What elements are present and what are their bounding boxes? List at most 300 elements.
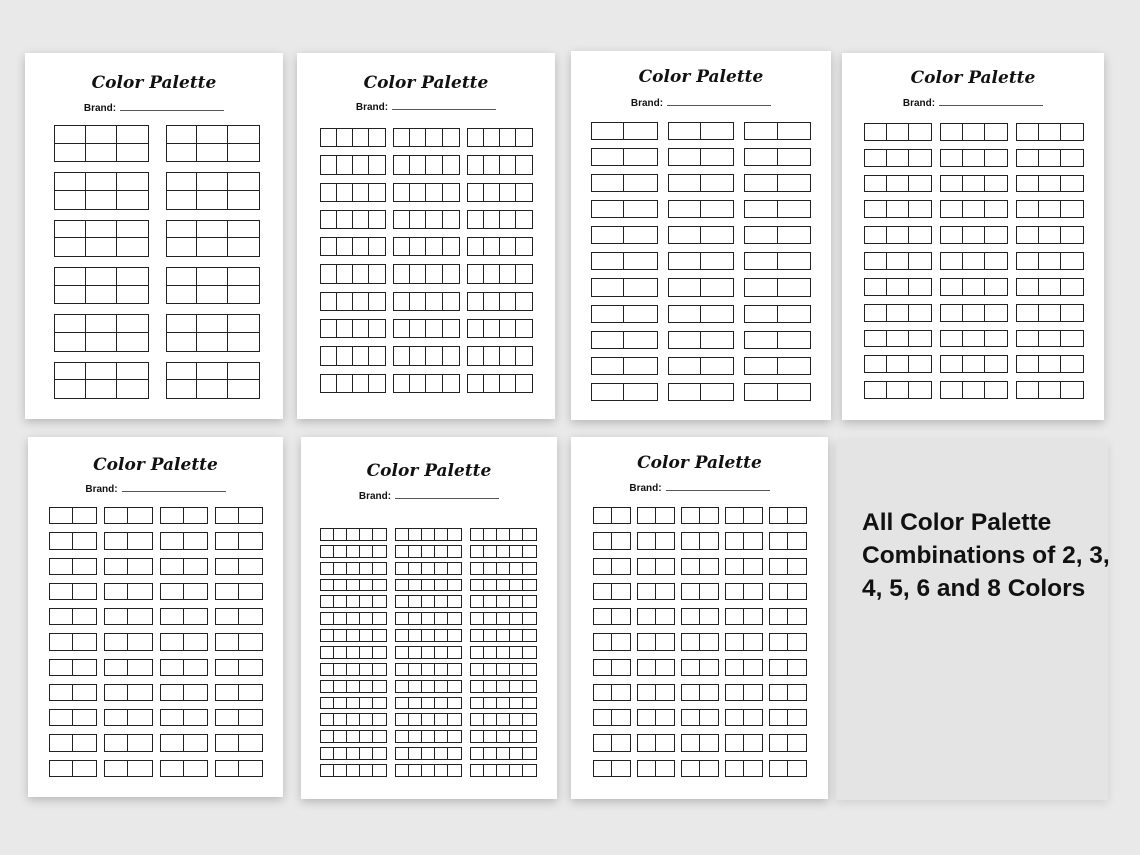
color-cell [700, 660, 718, 675]
color-cell [516, 184, 532, 201]
color-cell [337, 238, 353, 255]
color-cell [909, 382, 931, 398]
color-cell [523, 596, 536, 607]
color-cell [394, 129, 410, 146]
color-cell [726, 508, 744, 523]
color-cell [117, 126, 148, 144]
palette-swatch-row [591, 331, 658, 349]
palette-swatch-row [681, 659, 719, 676]
color-cell [422, 748, 435, 759]
color-cell [117, 363, 148, 381]
color-cell [184, 559, 207, 574]
color-cell [396, 613, 409, 624]
color-cell [422, 596, 435, 607]
palette-swatch-row [54, 172, 149, 209]
color-cell [337, 184, 353, 201]
color-cell [484, 320, 500, 337]
color-cell [484, 630, 497, 641]
palette-swatch-row [320, 663, 387, 676]
palette-swatch-row [725, 633, 763, 650]
color-cell [50, 685, 73, 700]
color-cell [228, 363, 259, 381]
color-cell [321, 156, 337, 173]
color-cell [745, 149, 777, 165]
color-cell [500, 320, 516, 337]
color-cell [128, 710, 151, 725]
color-cell [167, 191, 198, 209]
color-cell [184, 609, 207, 624]
palette-swatch-row [215, 760, 263, 777]
palette-swatch-row [49, 507, 97, 524]
palette-swatch-row [725, 734, 763, 751]
color-cell [394, 238, 410, 255]
brand-label: Brand: [902, 98, 936, 109]
color-cell [197, 144, 228, 162]
color-cell [624, 175, 656, 191]
color-cell [701, 149, 733, 165]
palette-swatch-row [864, 304, 932, 322]
color-cell [770, 685, 788, 700]
palette-swatch-row [470, 646, 537, 659]
color-cell [197, 315, 228, 333]
palette-swatch-row [591, 383, 658, 401]
color-cell [484, 546, 497, 557]
color-cell [228, 173, 259, 191]
color-cell [1017, 227, 1039, 243]
color-cell [865, 201, 887, 217]
palette-swatch-row [1016, 355, 1084, 373]
color-cell [745, 332, 777, 348]
color-cell [778, 149, 810, 165]
color-cell [594, 559, 612, 574]
color-cell [422, 580, 435, 591]
palette-swatch-row [1016, 304, 1084, 322]
color-cell [321, 265, 337, 282]
color-cell [117, 268, 148, 286]
color-cell [592, 149, 624, 165]
color-cell [321, 664, 334, 675]
color-cell [669, 358, 701, 374]
palette-swatch-row [940, 200, 1008, 218]
brand-field [301, 490, 557, 502]
color-cell [1039, 253, 1061, 269]
palette-swatch-row [637, 507, 675, 524]
color-cell [228, 333, 259, 351]
color-cell [656, 533, 674, 548]
color-cell [941, 201, 963, 217]
color-cell [745, 227, 777, 243]
color-cell [484, 211, 500, 228]
color-cell [744, 609, 762, 624]
palette-swatch-row [593, 709, 631, 726]
color-cell [744, 634, 762, 649]
palette-swatch-row [320, 210, 386, 229]
color-cell [941, 176, 963, 192]
color-cell [334, 529, 347, 540]
color-cell [373, 714, 386, 725]
color-cell [373, 596, 386, 607]
color-cell [1039, 176, 1061, 192]
color-cell [500, 156, 516, 173]
color-cell [523, 681, 536, 692]
color-cell [239, 660, 262, 675]
color-cell [347, 714, 360, 725]
color-cell [963, 176, 985, 192]
color-cell [321, 630, 334, 641]
color-cell [1039, 279, 1061, 295]
color-cell [409, 613, 422, 624]
palette-swatch-row [470, 713, 537, 726]
color-cell [347, 731, 360, 742]
color-cell [409, 664, 422, 675]
color-cell [128, 584, 151, 599]
color-cell [448, 546, 461, 557]
color-cell [1039, 124, 1061, 140]
palette-swatch-row [320, 680, 387, 693]
color-cell [726, 710, 744, 725]
palette-swatch-row [744, 148, 811, 166]
color-cell [360, 630, 373, 641]
color-cell [369, 265, 385, 282]
color-cell [788, 584, 806, 599]
palette-swatch-row [681, 734, 719, 751]
palette-swatch-row [593, 633, 631, 650]
color-cell [443, 347, 459, 364]
palette-swatch-row [940, 330, 1008, 348]
palette-swatch-row [160, 558, 208, 575]
color-cell [484, 748, 497, 759]
color-cell [985, 305, 1007, 321]
color-cell [700, 508, 718, 523]
palette-swatch-row [769, 734, 807, 751]
color-cell [592, 384, 624, 400]
color-cell [887, 227, 909, 243]
color-cell [682, 584, 700, 599]
color-cell [448, 714, 461, 725]
palette-swatch-row [637, 684, 675, 701]
color-cell [484, 765, 497, 776]
color-cell [497, 546, 510, 557]
color-cell [985, 227, 1007, 243]
color-cell [516, 211, 532, 228]
color-cell [184, 584, 207, 599]
color-cell [86, 333, 117, 351]
palette-swatch-row [215, 633, 263, 650]
color-cell [334, 664, 347, 675]
color-cell [369, 293, 385, 310]
color-cell [1017, 150, 1039, 166]
color-cell [682, 508, 700, 523]
color-cell [745, 358, 777, 374]
palette-swatch-row [1016, 175, 1084, 193]
color-cell [373, 748, 386, 759]
color-cell [369, 238, 385, 255]
color-cell [500, 265, 516, 282]
color-cell [778, 253, 810, 269]
palette-swatch-row [166, 125, 261, 162]
palette-swatch-row [470, 680, 537, 693]
color-cell [612, 609, 630, 624]
color-cell [347, 664, 360, 675]
color-cell [1061, 150, 1083, 166]
color-cell [985, 176, 1007, 192]
palette-swatch-row [166, 267, 261, 304]
color-cell [321, 184, 337, 201]
color-cell [443, 238, 459, 255]
color-cell [334, 714, 347, 725]
palette-swatch-row [320, 697, 387, 710]
color-cell [426, 238, 442, 255]
color-cell [373, 613, 386, 624]
color-cell [239, 533, 262, 548]
color-cell [321, 546, 334, 557]
palette-sheet [301, 437, 557, 799]
color-cell [435, 546, 448, 557]
color-cell [228, 268, 259, 286]
palette-swatch-row [320, 629, 387, 642]
palette-swatch-row [54, 220, 149, 257]
color-cell [86, 144, 117, 162]
color-cell [700, 533, 718, 548]
color-cell [909, 201, 931, 217]
color-cell [592, 279, 624, 295]
color-cell [484, 698, 497, 709]
palette-swatch-row [49, 558, 97, 575]
swatch-grid [320, 528, 537, 777]
color-cell [239, 508, 262, 523]
palette-swatch-row [593, 558, 631, 575]
color-cell [500, 375, 516, 392]
palette-swatch-row [395, 713, 462, 726]
color-cell [55, 268, 86, 286]
palette-swatch-row [104, 633, 152, 650]
color-cell [422, 546, 435, 557]
palette-swatch-row [744, 357, 811, 375]
color-cell [396, 580, 409, 591]
color-cell [700, 685, 718, 700]
color-cell [887, 279, 909, 295]
color-cell [410, 238, 426, 255]
color-cell [321, 320, 337, 337]
color-cell [516, 156, 532, 173]
color-cell [409, 630, 422, 641]
color-cell [197, 333, 228, 351]
color-cell [426, 184, 442, 201]
palette-swatch-row [681, 709, 719, 726]
color-cell [510, 765, 523, 776]
palette-swatch-row [320, 747, 387, 760]
palette-swatch-row [591, 226, 658, 244]
color-cell [592, 123, 624, 139]
color-cell [73, 735, 96, 750]
color-cell [360, 765, 373, 776]
color-cell [497, 580, 510, 591]
palette-sheet [571, 51, 831, 420]
color-cell [347, 563, 360, 574]
palette-swatch-row [104, 734, 152, 751]
palette-swatch-row [320, 264, 386, 283]
color-cell [394, 211, 410, 228]
color-cell [161, 761, 184, 776]
color-cell [353, 375, 369, 392]
palette-swatch-row [637, 558, 675, 575]
palette-swatch-row [593, 734, 631, 751]
color-cell [409, 596, 422, 607]
color-cell [117, 315, 148, 333]
brand-label: Brand: [629, 483, 662, 494]
color-cell [500, 129, 516, 146]
color-cell [448, 748, 461, 759]
palette-swatch-row [49, 709, 97, 726]
color-cell [337, 347, 353, 364]
palette-swatch-row [744, 200, 811, 218]
palette-swatch-row [160, 709, 208, 726]
color-cell [410, 375, 426, 392]
palette-swatch-row [725, 507, 763, 524]
color-cell [594, 508, 612, 523]
color-cell [396, 664, 409, 675]
color-cell [985, 201, 1007, 217]
color-cell [523, 563, 536, 574]
color-cell [337, 293, 353, 310]
color-cell [594, 660, 612, 675]
color-cell [1039, 201, 1061, 217]
color-cell [592, 227, 624, 243]
color-cell [594, 609, 612, 624]
color-cell [167, 144, 198, 162]
color-cell [909, 331, 931, 347]
color-cell [963, 124, 985, 140]
color-cell [471, 748, 484, 759]
color-cell [909, 253, 931, 269]
color-cell [409, 681, 422, 692]
color-cell [909, 227, 931, 243]
color-cell [500, 238, 516, 255]
color-cell [523, 546, 536, 557]
palette-swatch-row [215, 659, 263, 676]
color-cell [239, 609, 262, 624]
color-cell [468, 265, 484, 282]
color-cell [701, 358, 733, 374]
palette-swatch-row [320, 579, 387, 592]
color-cell [184, 508, 207, 523]
color-cell [592, 332, 624, 348]
color-cell [726, 584, 744, 599]
palette-swatch-row [864, 149, 932, 167]
palette-swatch-row [320, 595, 387, 608]
palette-swatch-row [637, 633, 675, 650]
color-cell [334, 563, 347, 574]
color-cell [778, 279, 810, 295]
color-cell [360, 613, 373, 624]
palette-swatch-row [467, 264, 533, 283]
palette-swatch-row [104, 684, 152, 701]
color-cell [353, 156, 369, 173]
color-cell [128, 634, 151, 649]
palette-swatch-row [668, 226, 735, 244]
color-cell [592, 358, 624, 374]
color-cell [624, 149, 656, 165]
color-cell [334, 698, 347, 709]
palette-swatch-row [166, 220, 261, 257]
color-cell [55, 221, 86, 239]
palette-swatch-row [1016, 226, 1084, 244]
color-cell [321, 211, 337, 228]
color-cell [484, 731, 497, 742]
color-cell [369, 156, 385, 173]
color-cell [321, 580, 334, 591]
color-cell [321, 293, 337, 310]
color-cell [788, 660, 806, 675]
color-cell [471, 714, 484, 725]
color-cell [516, 320, 532, 337]
color-cell [468, 293, 484, 310]
color-cell [239, 710, 262, 725]
color-cell [353, 211, 369, 228]
color-cell [963, 279, 985, 295]
color-cell [409, 580, 422, 591]
color-cell [394, 156, 410, 173]
color-cell [117, 173, 148, 191]
palette-swatch-row [668, 200, 735, 218]
color-cell [500, 293, 516, 310]
color-cell [167, 221, 198, 239]
palette-swatch-row [744, 252, 811, 270]
palette-swatch-row [393, 319, 459, 338]
color-cell [726, 761, 744, 776]
color-cell [321, 375, 337, 392]
color-cell [448, 529, 461, 540]
color-cell [510, 698, 523, 709]
color-cell [409, 765, 422, 776]
color-cell [638, 634, 656, 649]
color-cell [1017, 201, 1039, 217]
color-cell [788, 609, 806, 624]
color-cell [435, 681, 448, 692]
color-cell [239, 559, 262, 574]
palette-swatch-row [104, 507, 152, 524]
color-cell [334, 613, 347, 624]
color-cell [1061, 305, 1083, 321]
color-cell [612, 508, 630, 523]
color-cell [334, 546, 347, 557]
color-cell [422, 681, 435, 692]
color-cell [373, 681, 386, 692]
color-cell [422, 698, 435, 709]
color-cell [73, 584, 96, 599]
palette-swatch-row [681, 532, 719, 549]
color-cell [471, 529, 484, 540]
color-cell [55, 173, 86, 191]
brand-write-line [667, 97, 771, 106]
color-cell [334, 681, 347, 692]
palette-swatch-row [395, 646, 462, 659]
color-cell [744, 685, 762, 700]
color-cell [770, 559, 788, 574]
color-cell [435, 748, 448, 759]
color-cell [985, 124, 1007, 140]
color-cell [410, 129, 426, 146]
palette-swatch-row [591, 252, 658, 270]
color-cell [484, 293, 500, 310]
color-cell [167, 286, 198, 304]
color-cell [197, 286, 228, 304]
color-cell [700, 609, 718, 624]
color-cell [409, 546, 422, 557]
color-cell [410, 293, 426, 310]
palette-swatch-row [593, 608, 631, 625]
palette-swatch-row [320, 612, 387, 625]
